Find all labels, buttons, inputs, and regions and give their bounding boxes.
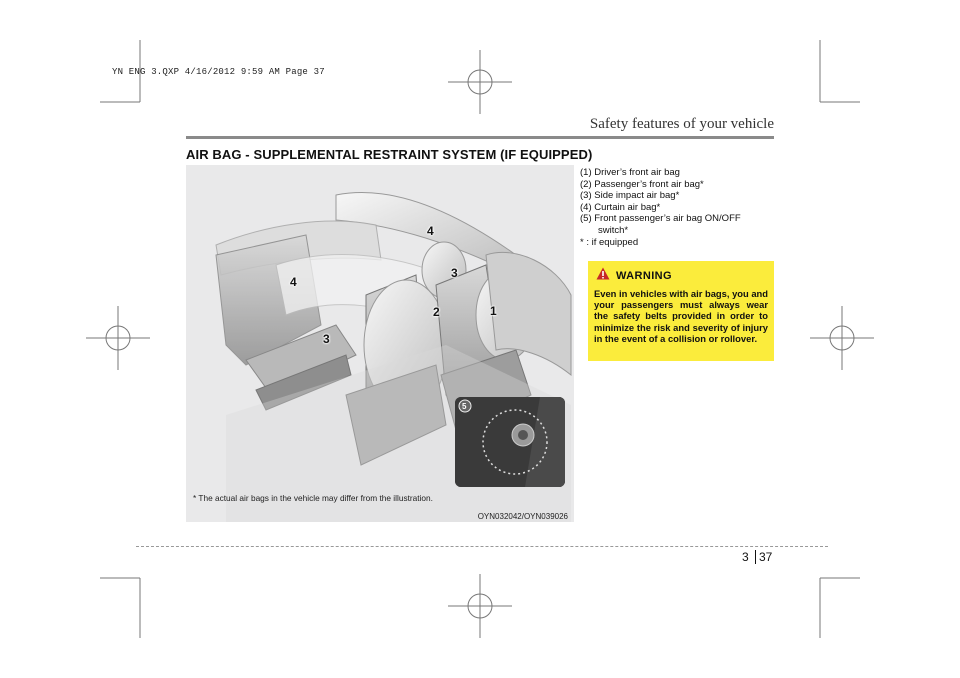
- callout-side-rear: 3: [323, 332, 330, 346]
- airbag-switch-inset: [455, 397, 565, 487]
- chapter-number: 3: [742, 550, 749, 564]
- callout-curtain-front: 4: [427, 224, 434, 238]
- legend-item-footnote: * : if equipped: [580, 236, 639, 248]
- callout-driver-front: 1: [490, 304, 497, 318]
- section-title: AIR BAG - SUPPLEMENTAL RESTRAINT SYSTEM (IF EQUIPPED): [186, 147, 593, 162]
- callout-curtain-rear: 4: [290, 275, 297, 289]
- airbag-legend: [580, 167, 780, 248]
- warning-title: WARNING: [616, 270, 672, 282]
- warning-body: Even in vehicles with air bags, you and your passengers must always wear the safety belts provided in order to minimize the risk and severity of injury in the event of a collision or rollover.: [594, 288, 769, 344]
- image-code: OYN032042/OYN039026: [477, 512, 568, 521]
- running-header-title: Safety features of your vehicle: [589, 116, 774, 132]
- page-number-separator: [755, 550, 756, 564]
- callout-passenger-front: 2: [433, 305, 440, 319]
- figure-caption: * The actual air bags in the vehicle may differ from the illustration.: [193, 493, 433, 503]
- legend-item: (3) Side impact air bag*: [580, 190, 680, 202]
- page-number: 37: [759, 550, 773, 564]
- legend-item: (2) Passenger’s front air bag*: [580, 178, 704, 190]
- print-slug: YN ENG 3.QXP 4/16/2012 9:59 AM Page 37: [112, 67, 325, 77]
- footer-rule: [136, 546, 828, 547]
- legend-item: (1) Driver’s front air bag: [580, 167, 680, 178]
- warning-box: [588, 261, 774, 361]
- legend-item: (5) Front passenger’s air bag ON/OFF switch*: [580, 213, 741, 236]
- callout-switch: 5: [462, 402, 467, 411]
- warning-triangle-icon: [596, 267, 610, 285]
- header-rule: [186, 136, 774, 139]
- callout-side-front: 3: [451, 266, 458, 280]
- legend-item: (4) Curtain air bag*: [580, 201, 661, 213]
